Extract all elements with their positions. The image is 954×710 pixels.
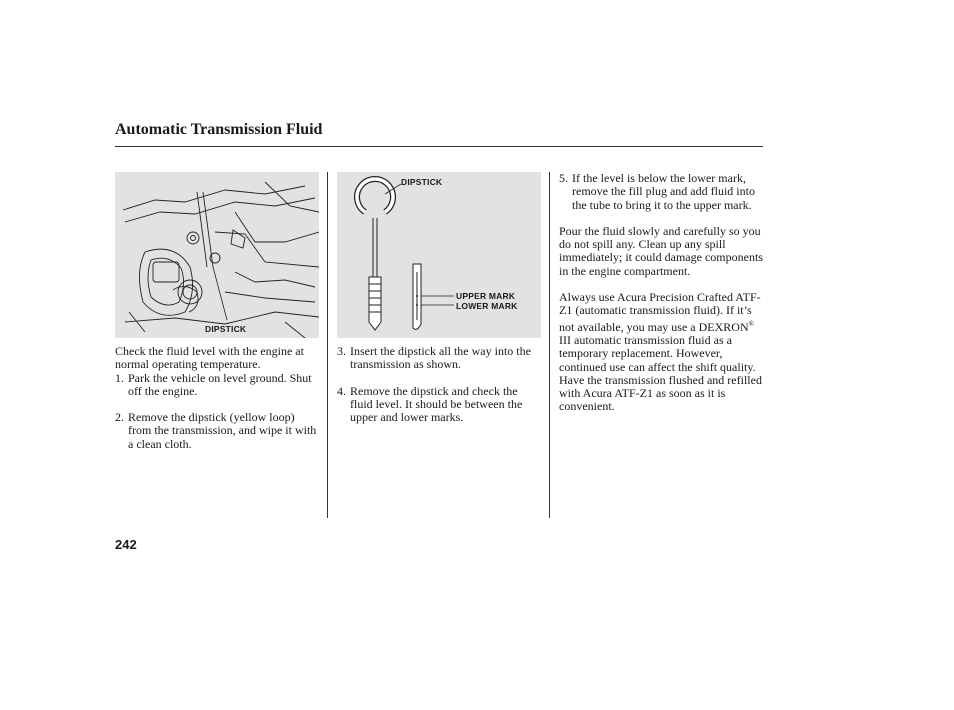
dipstick-drawing (337, 172, 541, 338)
fluid-paragraph (559, 291, 764, 414)
engine-dipstick-label: DIPSTICK (205, 324, 247, 334)
step-5 (559, 172, 764, 212)
engine-illustration (115, 172, 319, 338)
fluid-text-a: Always use Acura Precision Crafted ATF-Z1 (automatic transmission fluid). If it’s not available, you may use a DEXRON (559, 290, 761, 334)
step-number: 3. (337, 344, 346, 358)
engine-leader-line (213, 267, 227, 320)
step-1 (115, 372, 320, 399)
column-1-text (115, 345, 320, 451)
step-text: Insert the dipstick all the way into the transmission as shown. (350, 344, 531, 372)
dipstick-label: DIPSTICK (401, 177, 443, 187)
step-2 (115, 411, 320, 451)
step-text: Remove the dipstick (yellow loop) from the transmission, and wipe it with a clean cloth. (128, 410, 317, 451)
column-2-text (337, 345, 541, 424)
step-text: Remove the dipstick and check the fluid level. It should be between the upper and lower marks. (350, 383, 523, 425)
step-number: 5. (559, 171, 568, 185)
column-3-text (559, 172, 764, 414)
fluid-text-b: III automatic transmission fluid as a temporary replacement. However, continued use can affect the shift quality. Have the transmission flushed and refilled with Acura ATF-Z1 as soon as it is convenient. (559, 332, 762, 414)
column-divider-2 (549, 172, 550, 518)
step-text: Park the vehicle on level ground. Shut off the engine. (128, 370, 312, 398)
page-number: 242 (115, 537, 137, 552)
registered-mark: ® (748, 319, 754, 328)
intro-paragraph: Check the fluid level with the engine at normal operating temperature. (115, 344, 304, 372)
step-text: If the level is below the lower mark, remove the fill plug and add fluid into the tube to bring it to the upper mark. (572, 171, 755, 212)
step-number: 2. (115, 410, 124, 425)
step-number: 4. (337, 383, 346, 398)
column-divider-1 (327, 172, 328, 518)
upper-mark-label: UPPER MARK (456, 291, 516, 301)
engine-drawing (115, 172, 319, 338)
step-number: 1. (115, 370, 124, 385)
lower-mark-label: LOWER MARK (456, 301, 518, 311)
step-3 (337, 345, 541, 372)
page-title: Automatic Transmission Fluid (115, 121, 323, 138)
dipstick-illustration (337, 172, 541, 338)
step-4 (337, 385, 541, 425)
title-rule (115, 146, 763, 147)
pour-paragraph: Pour the fluid slowly and carefully so you do not spill any. Clean up any spill immediately; it could damage components in the engine compartment. (559, 223, 763, 278)
